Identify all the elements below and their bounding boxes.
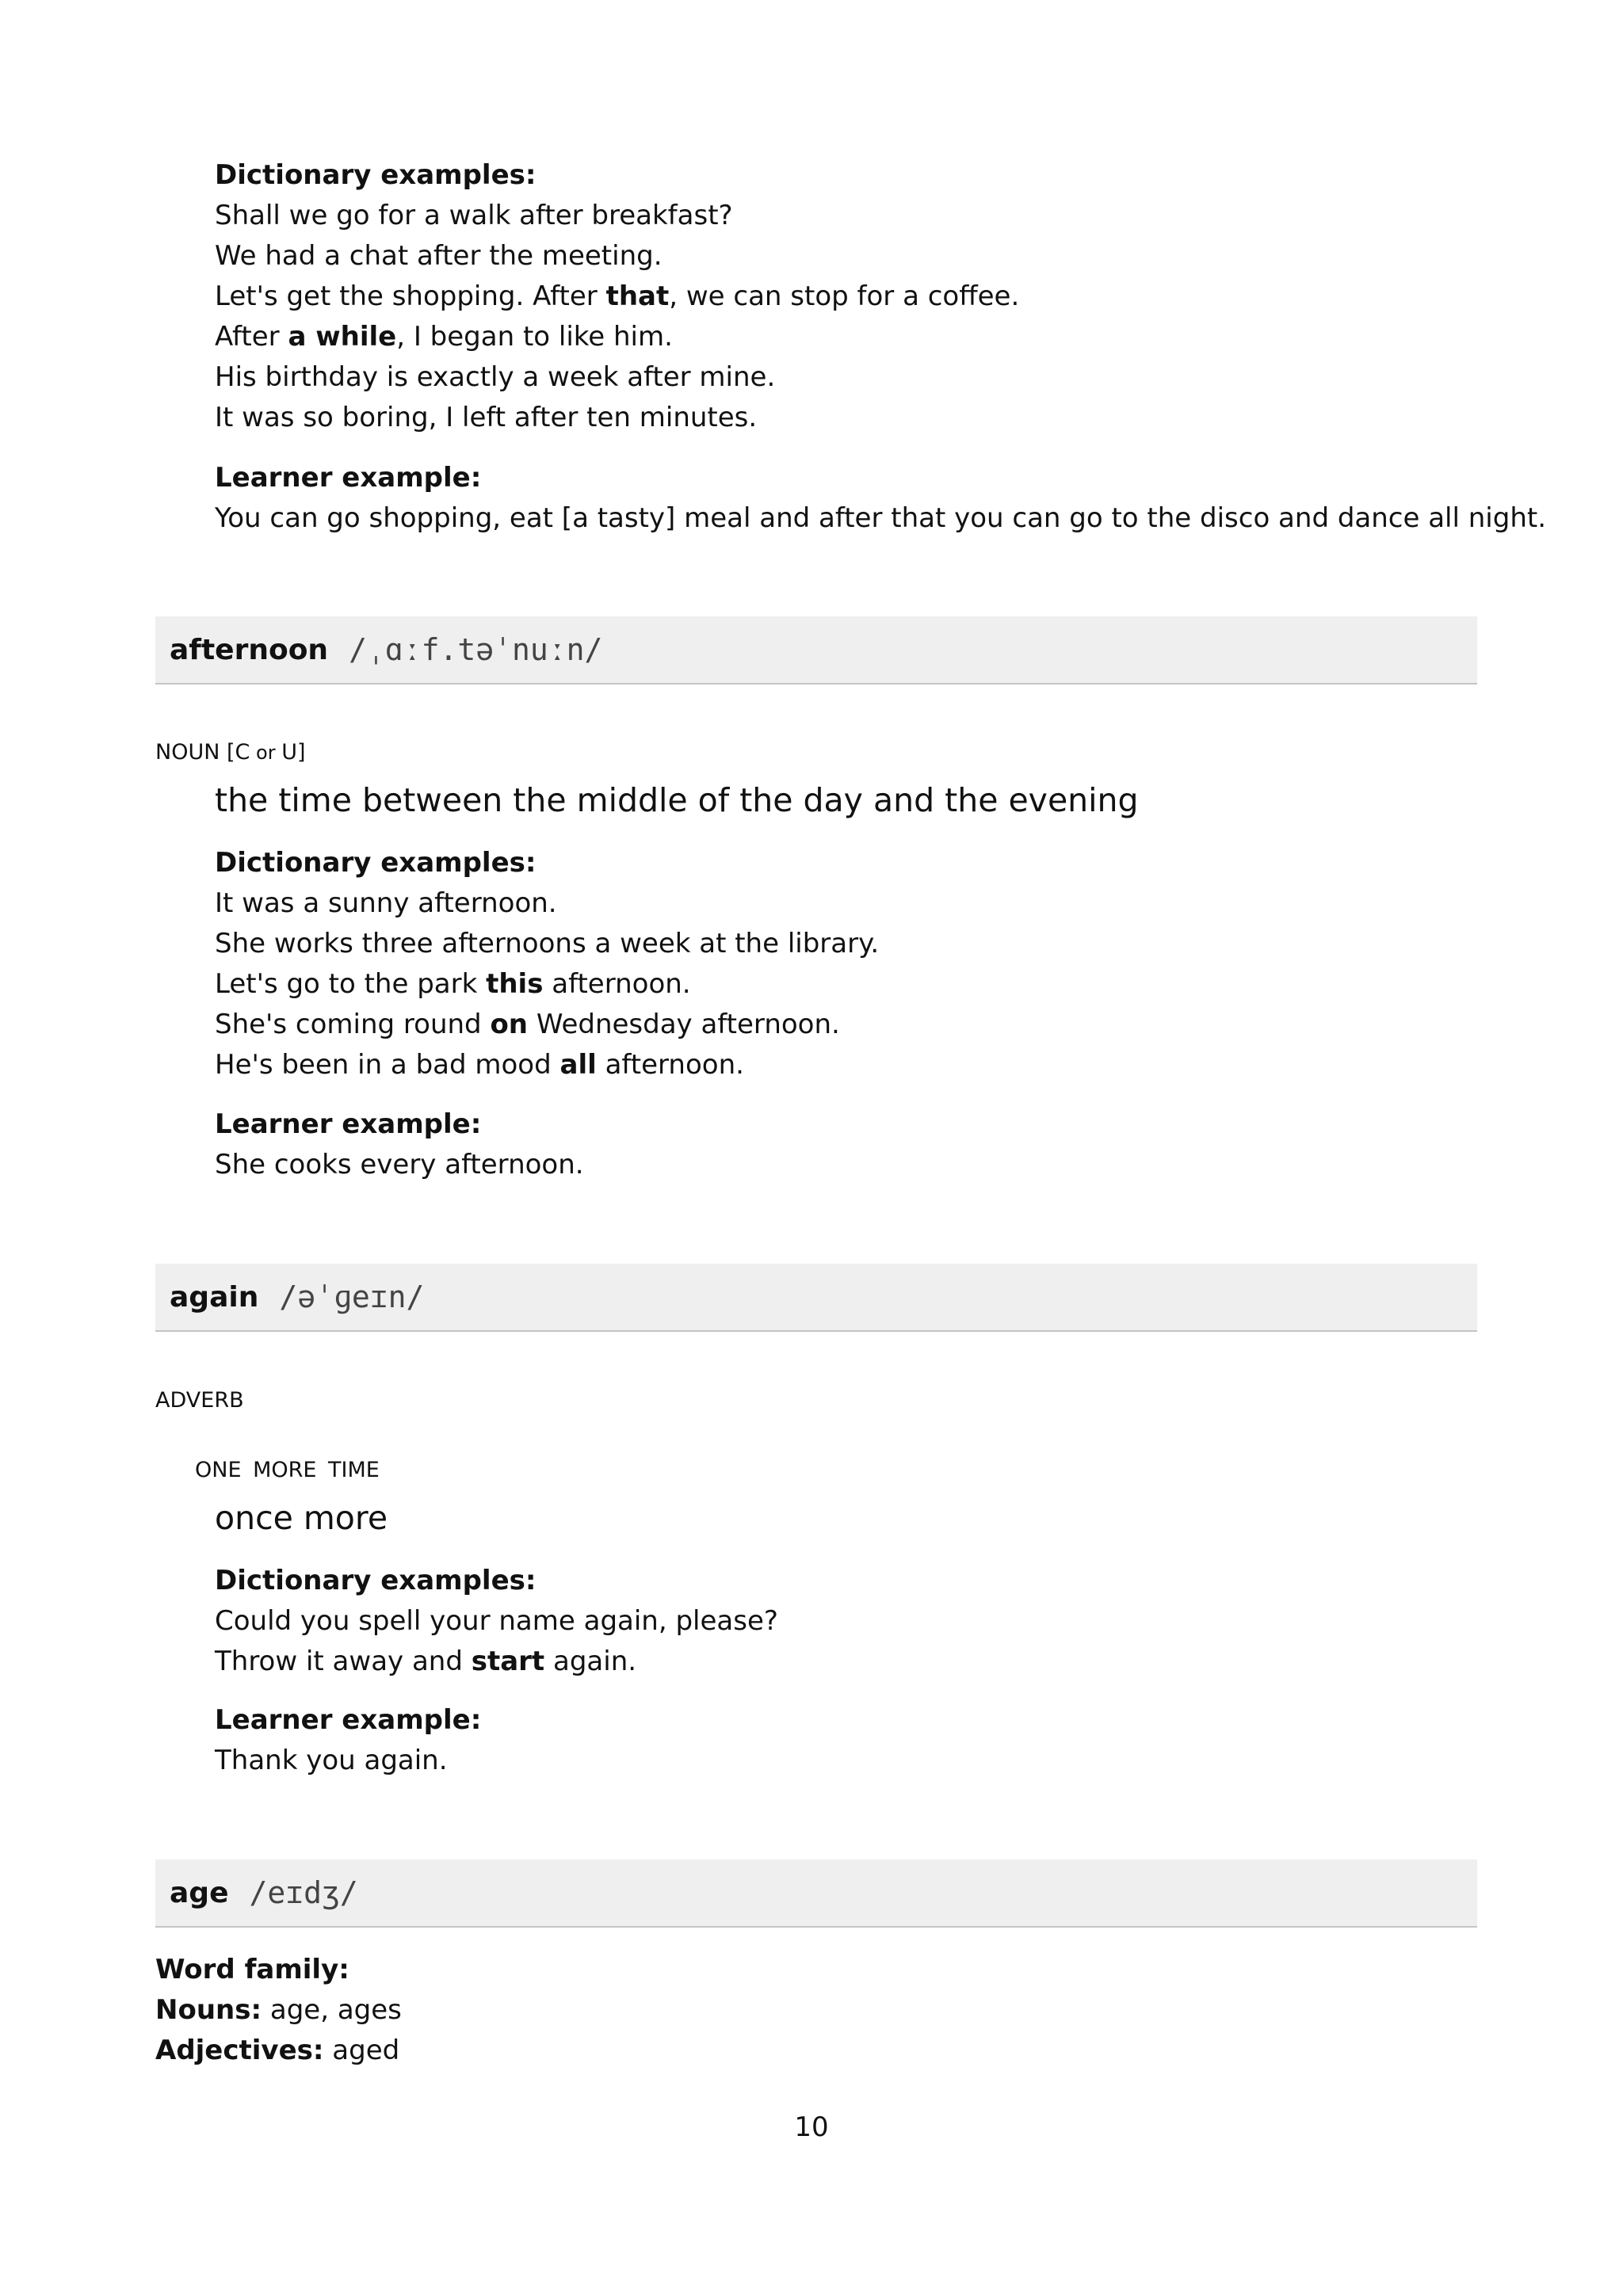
learner-example-text: Thank you again. xyxy=(215,1745,448,1776)
pronunciation: /ˌɑːf.təˈnuːn/ xyxy=(349,632,603,667)
afternoon-dictionary-examples xyxy=(215,843,1483,1085)
pronunciation: /əˈɡeɪn/ xyxy=(279,1280,425,1314)
example-list xyxy=(215,883,1483,1085)
example-line: She's coming round on Wednesday afternoon. xyxy=(215,1009,840,1040)
example-line: Could you spell your name again, please? xyxy=(215,1605,778,1637)
dictionary-examples-heading: Dictionary examples: xyxy=(215,159,537,191)
word-family-nouns: Nouns: age, ages xyxy=(155,1994,402,2026)
headword: age xyxy=(170,1876,229,1909)
example-line: She works three afternoons a week at the library. xyxy=(215,928,880,959)
learner-example-heading: Learner example: xyxy=(215,1704,482,1736)
afternoon-learner-example xyxy=(215,1104,1483,1185)
example-line: We had a chat after the meeting. xyxy=(215,240,663,272)
guideword: ONE MORE TIME xyxy=(195,1458,380,1482)
example-line: Throw it away and start again. xyxy=(215,1646,637,1677)
page-number: 10 xyxy=(794,2111,829,2143)
example-line: He's been in a bad mood all afternoon. xyxy=(215,1049,744,1081)
after-dictionary-examples xyxy=(215,155,1483,438)
again-dictionary-examples xyxy=(215,1561,1483,1682)
part-of-speech: NOUN [C or U] xyxy=(155,740,306,765)
learner-example-heading: Learner example: xyxy=(215,1108,482,1140)
dictionary-examples-heading: Dictionary examples: xyxy=(215,1565,537,1596)
definition: once more xyxy=(215,1499,388,1537)
example-list xyxy=(215,1601,1483,1682)
word-family xyxy=(155,1950,402,2071)
headword: afternoon xyxy=(170,633,329,666)
example-line: Shall we go for a walk after breakfast? xyxy=(215,200,733,231)
part-of-speech: ADVERB xyxy=(155,1388,244,1413)
entry-header-age xyxy=(155,1859,1477,1928)
entry-header-again xyxy=(155,1264,1477,1332)
word-family-adjectives: Adjectives: aged xyxy=(155,2035,400,2066)
pronunciation: /eɪdʒ/ xyxy=(249,1875,358,1910)
example-line: Let's get the shopping. After that, we can stop for a coffee. xyxy=(215,280,1020,312)
again-learner-example xyxy=(215,1700,1483,1781)
example-list xyxy=(215,196,1483,438)
dictionary-examples-heading: Dictionary examples: xyxy=(215,847,537,879)
headword: again xyxy=(170,1280,259,1314)
example-line: It was so boring, I left after ten minutes. xyxy=(215,402,758,433)
example-line: After a while, I began to like him. xyxy=(215,321,673,353)
word-family-heading: Word family: xyxy=(155,1954,349,1985)
learner-example-heading: Learner example: xyxy=(215,462,482,494)
definition: the time between the middle of the day and the evening xyxy=(215,781,1139,819)
example-line: It was a sunny afternoon. xyxy=(215,887,557,919)
example-line: Let's go to the park this afternoon. xyxy=(215,968,691,1000)
learner-example-text: She cooks every afternoon. xyxy=(215,1149,584,1180)
learner-example-text: You can go shopping, eat [a tasty] meal and after that you can go to the disco and dance all night. xyxy=(215,502,1547,534)
entry-header-afternoon xyxy=(155,616,1477,685)
example-line: His birthday is exactly a week after mine. xyxy=(215,361,776,393)
after-learner-example xyxy=(215,458,1547,539)
